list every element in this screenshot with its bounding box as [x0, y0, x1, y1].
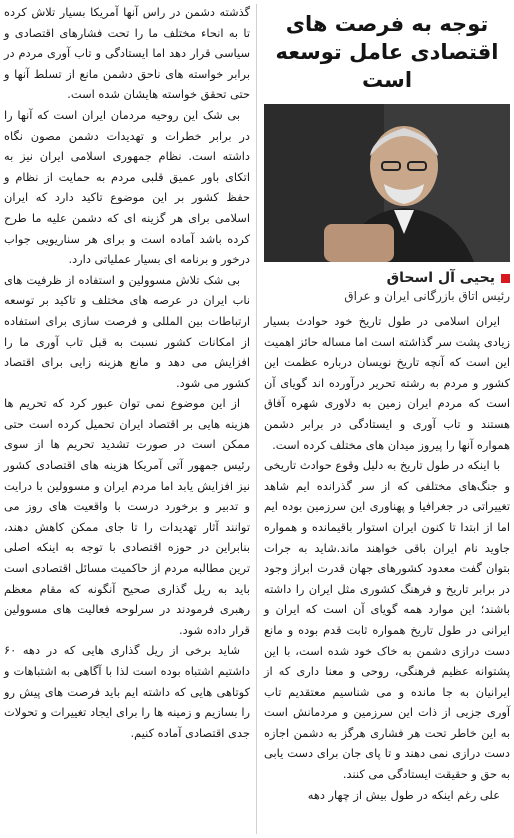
- left-column: [4, 0, 250, 838]
- paragraph: گذشته دشمن در راس آنها آمریکا بسیار تلاش کرده تا به انحاء مختلف ما را تحت فشارهای اقتصادی و سیاسی قرار دهد اما ایستادگی و تاب آوری مردم در برابر خواسته های ناحق دشمن مانع از تسلط آنها و حتی تحقق خواسته هایشان شده است.: [4, 5, 250, 102]
- paragraph: بی شک تلاش مسوولین و استفاده از ظرفیت های ناب ایران در عرصه های مختلف و تاکید بر توسعه ارتباطات بین المللی و فرصت سازی برای استفاده از امکانات کشور نسبت به قبل تاب آوری ما را افزایش می دهد و مانع هزینه زایی برای اقتصاد کشور می شود.: [4, 272, 250, 390]
- paragraph: با اینکه در طول تاریخ به دلیل وقوع حوادث تاریخی و جنگ‌های مختلفی که از سر گذرانده ایم شاهد تغییراتی در جغرافیا و پهناوری این سرزمین بوده ایم اما از ابتدا تا کنون ایران استوار باقیمانده و همواره جاوید نام ایران باقی خواهند ماند.شاید به جرات بتوان گفت معدود کشورهای جهان قدرت ابراز وجود در برابر تاریخ و فرهنگ کشوری مثل ایران را داشته باشند؛ این موارد همه گویای آن است که ایران و ایرانی در طول تاریخ همواره ثابت قدم بوده و مانع دست درازی دشمن به خاک خود شده است، با این پشتوانه عظیم فرهنگی، روحی و معنا داری که از ایرانیان به جا مانده و می شناسیم معتقدیم تاب آوری جزیی از ذات این سرزمین و مردمانش است به این خاطر تحت هر فشاری هرگز به دشمن اجازه دست درازی نمی دهند و تا پای جان برای دست یابی به حق و حقیقت ایستادگی می کنند.: [264, 458, 510, 782]
- author-byline: [264, 270, 510, 286]
- paragraph: بی شک این روحیه مردمان ایران است که آنها را در برابر خطرات و تهدیدات دشمن مصون نگاه داشته است. نظام جمهوری اسلامی ایران نیز به اتکای باور عمیق قلبی مردم به حمایت از نظام و حفظ کشور بر این موضوع تاکید دارد که ایران اسلامی برای هر گزینه ای که دشمن علیه ما طرح کرده باشد آماده است و برای هر سناریویی جواب درخور و برنامه ای بسیار عملیاتی دارد.: [4, 107, 250, 267]
- article-headline: توجه به فرصت های اقتصادی عامل توسعه است: [275, 12, 499, 92]
- paragraph: شاید برخی از ریل گذاری هایی که در دهه ۶۰ داشتیم اشتباه بوده است لذا با آگاهی به اشتباهات و کوتاهی هایی که داشته ایم باید فرصت های پیش رو را بسازیم و زمینه ها را برای ایجاد تغییرات و تحولات جدی اقتصادی آماده کنیم.: [4, 643, 250, 740]
- paragraph: علی رغم اینکه در طول بیش از چهار دهه: [307, 787, 500, 802]
- paragraph: ایران اسلامی در طول تاریخ خود حوادث بسیار زیادی پشت سر گذاشته است اما مساله حائز اهمیت این است که آنچه تاریخ نویسان درباره عظمت این کشور و مردم به رشته تحریر درآورده اند گویای آن است که مردم ایران زمین به دلاوری شهره آفاق هستند و تاب آوری و ایستادگی در برابر دشمن همواره آنها را پیروز میدان های مختلف کرده است.: [264, 314, 510, 452]
- left-column-body: [4, 2, 250, 743]
- column-divider: [256, 4, 257, 834]
- paragraph: از این موضوع نمی توان عبور کرد که تحریم ها هزینه هایی بر اقتصاد ایران تحمیل کرده است حتی ممکن است در صورت تشدید تحریم ها از سوی رئیس جمهور آتی آمریکا هزینه های اقتصادی کشور نیز افزایش یابد اما مردم ایران و مسوولین با درایت و تدبیر و برخورد درست با واقعیت های روز می توانند آثار تهدیدات را تا جای ممکن کاهش دهند، بنابراین در حوزه اقتصادی با توجه به اینکه اصلی ترین مطالبه مردم از حاکمیت مسائل اقتصادی است باید به ریل گذاری صحیح آنگونه که مقام معظم رهبری فرمودند در سرلوحه فعالیت های مسوولین قرار داده شود.: [4, 396, 250, 637]
- author-name: یحیی آل اسحاق: [386, 270, 495, 286]
- byline-marker-icon: [501, 274, 510, 283]
- author-portrait-image: [264, 104, 510, 262]
- author-title: رئیس اتاق بازرگانی ایران و عراق: [344, 289, 510, 303]
- right-column: [264, 0, 510, 838]
- right-column-body: [264, 311, 510, 805]
- portrait-illustration: [264, 104, 510, 262]
